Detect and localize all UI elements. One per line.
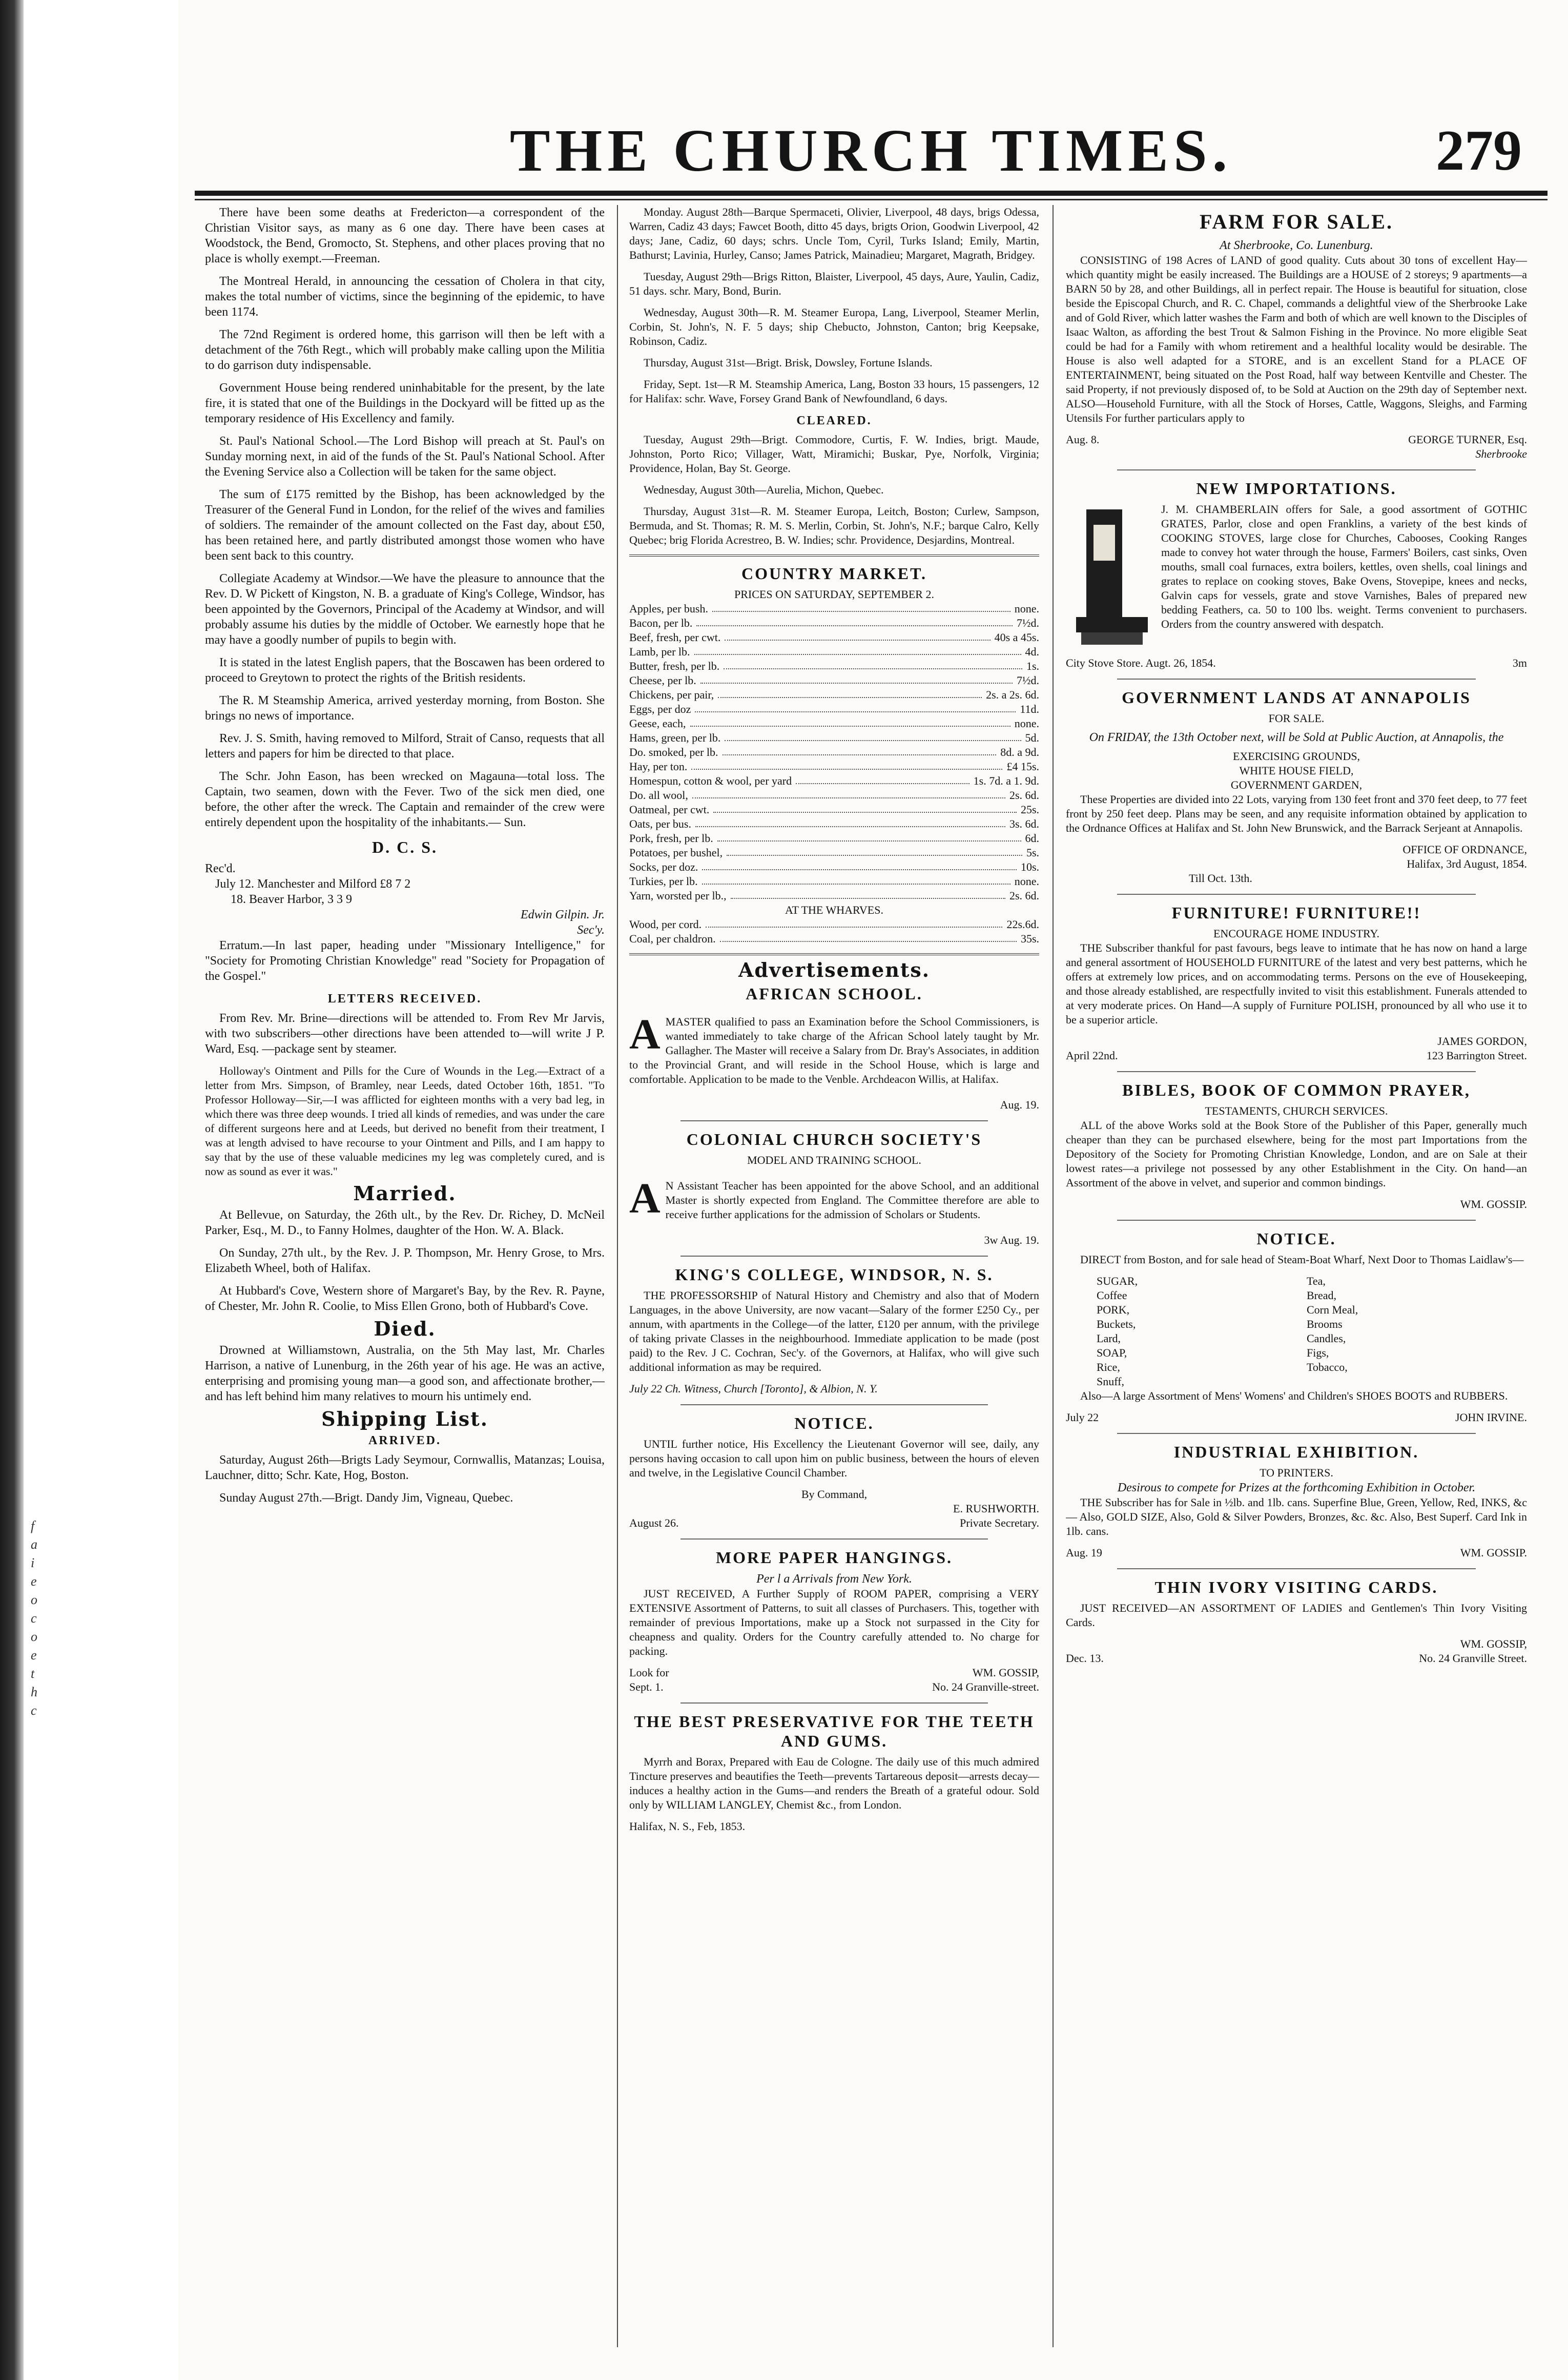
imports-heading: NEW IMPORTATIONS. bbox=[1196, 479, 1397, 498]
news-item: The Schr. John Eason, has been wrecked on Magauna—total loss. The Captain, two seamen, down with the Fever. Two of the sick men died, one before, the other after the wreck. The Captain and remainder of the crew were entirely dependent upon the hospitality of the inhabitants.— Sun. bbox=[205, 770, 605, 829]
dcs-row: July 12. Manchester and Milford £8 7 2 bbox=[215, 877, 411, 891]
dropcap: A bbox=[629, 1175, 661, 1222]
cards-footer bbox=[1066, 1651, 1527, 1666]
dcs-heading: D. C. S. bbox=[372, 838, 438, 856]
dot-leader bbox=[727, 846, 1022, 856]
shipping-heading: Shipping List. bbox=[321, 1407, 488, 1430]
market-price: 25s. bbox=[1020, 803, 1039, 816]
market-item: Beef, fresh, per cwt. bbox=[629, 631, 721, 644]
market-price: 11d. bbox=[1020, 703, 1039, 715]
market-item: Chickens, per pair, bbox=[629, 688, 714, 701]
dropcap: A bbox=[629, 1011, 661, 1058]
market-price: 22s.6d. bbox=[1006, 918, 1039, 931]
dot-leader bbox=[725, 731, 1021, 741]
goods-item: SUGAR, bbox=[1097, 1275, 1138, 1287]
hangings-ad: JUST RECEIVED, A Further Supply of ROOM PAPER, comprising a VERY EXTENSIVE Assortment of Patterns, to suit all classes of Purchasers. This, together with remainder of previous Importations, make up a Stock not surpassed in the City for cheapness and quality. Orders for the Country carefully attended to. No charge for packing. bbox=[629, 1587, 1039, 1657]
goods-list bbox=[1066, 1274, 1527, 1389]
market-item: Do. all wool, bbox=[629, 789, 688, 802]
market-price: 7½d. bbox=[1017, 674, 1039, 687]
goods-item: Tobacco, bbox=[1307, 1361, 1348, 1373]
hangings-look: Look for bbox=[629, 1666, 669, 1679]
dot-leader bbox=[717, 831, 1021, 842]
stove-illustration bbox=[1066, 504, 1153, 653]
market-item: Lamb, per lb. bbox=[629, 645, 690, 658]
market-row bbox=[629, 831, 1039, 846]
furniture-subheading: ENCOURAGE HOME INDUSTRY. bbox=[1213, 927, 1380, 940]
dcs-row: 18. Beaver Harbor, 3 3 9 bbox=[231, 893, 352, 906]
margin-letter: h bbox=[31, 1685, 37, 1699]
market-price: 35s. bbox=[1020, 932, 1039, 945]
store-name: City Stove Store. Augt. 26, 1854. bbox=[1066, 656, 1216, 669]
dcs-signature-title: Sec'y. bbox=[577, 924, 605, 937]
market-row bbox=[629, 688, 1039, 702]
market-row bbox=[629, 630, 1039, 645]
section-rule bbox=[629, 555, 1039, 557]
market-item: Potatoes, per bushel, bbox=[629, 846, 723, 859]
market-item: Do. smoked, per lb. bbox=[629, 746, 718, 758]
ad-separator bbox=[680, 1538, 988, 1540]
news-item: The R. M Steamship America, arrived yesterday morning, from Boston. She brings no news of importance. bbox=[205, 694, 605, 723]
colonial-heading: COLONIAL CHURCH SOCIETY'S bbox=[686, 1130, 982, 1148]
news-item: The Montreal Herald, in announcing the cessation of Cholera in that city, makes the total number of victims, since the beginning of the epidemic, to have been 1174. bbox=[205, 275, 605, 319]
news-item: The sum of £175 remitted by the Bishop, has been acknowledged by the Treasurer of the General Fund in London, for the relief of the wives and families of soldiers. The remainder of the amount collected on the Fast day, about £50, has been retained here, and partly distributed amongst those women who have been sent back to this country. bbox=[205, 488, 605, 563]
market-heading: COUNTRY MARKET. bbox=[741, 564, 927, 583]
market-price: 5d. bbox=[1025, 731, 1039, 744]
market-price: 1s. bbox=[1026, 660, 1039, 672]
goods-item: Corn Meal, bbox=[1307, 1303, 1358, 1316]
bibles-ad: ALL of the above Works sold at the Book Store of the Publisher of this Paper, generally much cheaper than they can be purchased elsewhere, being for the most part Importations from the Depository of the Society for Promoting Christian Knowledge, London, and are on Sale at their lowest rates—a privilege not possessed by any other Establishment in the City. On hand—an Assortment of the above in velvet, and superior and common bindings. bbox=[1066, 1119, 1527, 1189]
shipping-item: Tuesday, August 29th—Brigs Ritton, Blaister, Liverpool, 45 days, Aure, Yaulin, Cadiz, 51 days. schr. Mary, Bond, Burin. bbox=[629, 270, 1039, 297]
notice-heading: NOTICE. bbox=[794, 1414, 874, 1432]
market-item: Apples, per bush. bbox=[629, 602, 708, 615]
dot-leader bbox=[700, 673, 1013, 684]
market-price: 2s. a 2s. 6d. bbox=[986, 688, 1039, 701]
market-item: Hay, per ton. bbox=[629, 760, 688, 773]
news-item: Collegiate Academy at Windsor.—We have the pleasure to announce that the Rev. D. W Pickett of Kingston, N. B. a graduate of King's College, Windsor, has been appointed by the Governors, Principal of the Academy at Windsor, and will probably assume his duties by the middle of October. We earnestly hope that he may have a goodly number of pupils to begin with. bbox=[205, 572, 605, 647]
colonial-subheading: MODEL AND TRAINING SCHOOL. bbox=[747, 1154, 921, 1166]
govt-lands-heading: GOVERNMENT LANDS AT ANNAPOLIS bbox=[1122, 688, 1471, 707]
dot-leader bbox=[695, 702, 1016, 712]
shipping-item: Wednesday, August 30th—R. M. Steamer Europa, Lang, Liverpool, Steamer Merlin, Corbin, St. John's, N. F. 5 days; ship Chebucto, Johnston, Canton; brig Keepsake, Robinson, Cadiz. bbox=[629, 306, 1039, 347]
market-price: none. bbox=[1014, 717, 1039, 730]
hangings-footer bbox=[629, 1680, 1039, 1694]
market-item: Cheese, per lb. bbox=[629, 674, 696, 687]
market-row bbox=[629, 803, 1039, 817]
market-row bbox=[629, 731, 1039, 745]
margin-letter: f bbox=[31, 1519, 35, 1533]
column-3 bbox=[1066, 205, 1527, 2347]
column-1 bbox=[205, 205, 605, 2347]
bibles-subheading: TESTAMENTS, CHURCH SERVICES. bbox=[1205, 1104, 1388, 1117]
notice2-signature: JOHN IRVINE. bbox=[1455, 1411, 1527, 1424]
market-date: PRICES ON SATURDAY, SEPTEMBER 2. bbox=[734, 588, 934, 601]
dot-leader bbox=[720, 932, 1017, 942]
notice2-intro: DIRECT from Boston, and for sale head of Steam-Boat Wharf, Next Door to Thomas Laidlaw's— bbox=[1080, 1253, 1524, 1266]
market-item: Hams, green, per lb. bbox=[629, 731, 721, 744]
farm-signature: GEORGE TURNER, Esq. bbox=[1408, 433, 1527, 446]
letters-heading: LETTERS RECEIVED. bbox=[327, 992, 482, 1006]
ad-text: MASTER qualified to pass an Examination before the School Commissioners, is wanted immediately to take charge of the African School lately taught by Mr. Gallagher. The Master will receive a Salary from Dr. Bray's Associates, in addition to the Provincial Grant, and will reside in the School House, which is large and comfortable. Application to be made to the Venble. Archdeacon Willis, at Halifax. bbox=[629, 1015, 1039, 1085]
market-price: 5s. bbox=[1026, 846, 1039, 859]
market-price: 40s a 45s. bbox=[994, 631, 1039, 644]
dot-leader bbox=[706, 917, 1002, 928]
dot-leader bbox=[712, 602, 1010, 612]
goods-item: Coffee bbox=[1097, 1289, 1127, 1302]
ad-date: July 22 bbox=[1066, 1411, 1099, 1424]
notice-role: Private Secretary. bbox=[960, 1516, 1039, 1529]
govt-lot: WHITE HOUSE FIELD, bbox=[1239, 764, 1354, 777]
dot-leader bbox=[713, 803, 1017, 813]
goods-item: Rice, bbox=[1097, 1361, 1120, 1373]
margin-letter: c bbox=[31, 1611, 37, 1626]
cards-ad: JUST RECEIVED—AN ASSORTMENT OF LADIES and Gentlemen's Thin Ivory Visiting Cards. bbox=[1066, 1602, 1527, 1629]
market-row bbox=[629, 645, 1039, 659]
farm-ad: CONSISTING of 198 Acres of LAND of good quality. Cuts about 30 tons of excellent Hay—which quantity might be easily increased. The Buildings are a HOUSE of 2 storeys; 9 apartments—a BARN 50 by 28, and other Buildings, all in perfect repair. The House is beautiful for situation, close beside the Episcopal Church, and R. C. Chapel, commands a delightful view of the Sherbrooke Lake and of Gold River, which latter washes the Farm and both of which are well known to the Disciples of Isaac Walton, as affording the best Trout & Salmon Fishing in the Province. No more eligible Seat could be had for a Family with whom retirement and a healthful locality would be desirable. The House is also well adapted for a STORE, and is an excellent Stand for a PLACE OF ENTERTAINMENT, being situated on the Post Road, half way between Kentville and Chester. The said Property, if not previously disposed of, to be Sold at Auction on the 29th day of September next. ALSO—Household Furniture, with all the Stock of Horses, Cattle, Waggons, Sleighs, and Farming Utensils For further particulars apply to bbox=[1066, 254, 1527, 424]
died-item: Drowned at Williamstown, Australia, on the 5th May last, Mr. Charles Harrison, a native of Lunenburg, in the 26th year of his age. He was an active, enterprising and promising young man—a good son, and affectionate brother,—and has left behind him many relatives to mourn his untimely end. bbox=[205, 1344, 605, 1403]
market-row bbox=[629, 602, 1039, 616]
furniture-footer bbox=[1066, 1049, 1527, 1063]
african-school-ad bbox=[629, 1011, 1039, 1086]
exhibition-tagline: Desirous to compete for Prizes at the forthcoming Exhibition in October. bbox=[1117, 1481, 1476, 1494]
ad-date: Aug. 19. bbox=[1000, 1098, 1039, 1111]
market-price: 4d. bbox=[1025, 645, 1039, 658]
goods-item: Buckets, bbox=[1097, 1318, 1136, 1330]
column-divider bbox=[617, 205, 618, 2347]
ad-separator bbox=[1117, 469, 1476, 470]
imports-footer bbox=[1066, 656, 1527, 670]
died-heading: Died. bbox=[374, 1317, 436, 1340]
market-table bbox=[629, 602, 1039, 903]
scan-binding-edge bbox=[0, 0, 24, 2380]
market-row bbox=[629, 745, 1039, 760]
market-row bbox=[629, 932, 1039, 946]
ad-date: Halifax, 3rd August, 1854. bbox=[1407, 857, 1527, 870]
market-row bbox=[629, 774, 1039, 788]
wharves-heading: AT THE WHARVES. bbox=[785, 904, 883, 916]
cleared-item: Tuesday, August 29th—Brigt. Commodore, Curtis, F. W. Indies, brigt. Maude, Johnston, Porto Rico; Villager, Watt, Miramichi; Buskar, Pye, Norfolk, Virginia; Providence, Holan, Bay St. George. bbox=[629, 433, 1039, 475]
cleared-item: Thursday, August 31st—R. M. Steamer Europa, Leitch, Boston; Curlew, Sampson, Bermuda, and St. Thomas; R. M. S. Merlin, Corbin, St. John's, N.F.; barque Calro, Kelly Quebec; brig Florida Acrestreo, B. W. Indies; schr. Providence, Desjardins, Montreal. bbox=[629, 505, 1039, 546]
margin-letter: o bbox=[31, 1629, 37, 1644]
market-price: 10s. bbox=[1020, 860, 1039, 873]
arrived-item: Saturday, August 26th—Brigts Lady Seymour, Cornwallis, Matanzas; Louisa, Lauchner, ditto; Schr. Kate, Hog, Boston. bbox=[205, 1453, 605, 1482]
dot-leader bbox=[694, 645, 1021, 655]
ad-separator bbox=[680, 1256, 988, 1257]
ad-date: July 22 Ch. Witness, Church [Toronto], & Albion, N. Y. bbox=[629, 1382, 878, 1395]
cards-address: No. 24 Granville Street. bbox=[1419, 1652, 1527, 1665]
dot-leader bbox=[690, 716, 1010, 727]
market-price: 2s. 6d. bbox=[1009, 889, 1039, 902]
column-divider bbox=[1053, 205, 1054, 2347]
news-item: There have been some deaths at Fredericton—a correspondent of the Christian Visitor says, as many as 6 one day. There have been cases at Woodstock, the Bend, Gromocto, St. Stephens, and other places proving that no place is wholly exempt.—Freeman. bbox=[205, 206, 605, 265]
notice2-ad: Also—A large Assortment of Mens' Womens' and Children's SHOES BOOTS and RUBBERS. bbox=[1080, 1389, 1508, 1402]
dot-leader bbox=[692, 788, 1005, 798]
left-margin bbox=[25, 0, 178, 2380]
dot-leader bbox=[702, 874, 1010, 885]
dot-leader bbox=[796, 774, 969, 784]
goods-item: Lard, bbox=[1097, 1332, 1121, 1345]
notice-signature: E. RUSHWORTH. bbox=[953, 1502, 1039, 1515]
ad-separator bbox=[680, 1702, 988, 1704]
exhibition-heading: INDUSTRIAL EXHIBITION. bbox=[1173, 1443, 1419, 1461]
market-row bbox=[629, 817, 1039, 831]
dcs-signature: Edwin Gilpin. Jr. bbox=[520, 908, 605, 921]
goods-item: SOAP, bbox=[1097, 1346, 1127, 1359]
imports-text: J. M. CHAMBERLAIN offers for Sale, a good assortment of GOTHIC GRATES, Parlor, close and open Franklins, a variety of the best kinds of COOKING STOVES, large close for Churches, Cabooses, Cooking Ranges made to convey hot water through the house, Farmers' Boilers, cast sinks, Oven mouths, small coal furnaces, extra boilers, kettles, oven shells, coal linings and grates to replace on cooking stoves, Bake Ovens, Stovepipe, knees and necks, Galvin caps for vessels, grate and stove Varnishes, Bales of prepared new bedding Feathers, ca. 50 to 100 lbs. weight. Terms convenient to purchasers. Orders from the country answered with despatch. bbox=[1161, 503, 1527, 630]
bibles-signature: WM. GOSSIP. bbox=[1460, 1198, 1527, 1210]
stove-step bbox=[1081, 632, 1143, 645]
market-item: Geese, each, bbox=[629, 717, 686, 730]
ad-separator bbox=[680, 1404, 988, 1405]
news-item: It is stated in the latest English papers, that the Boscawen has been ordered to proceed to Greytown to protect the rights of the British residents. bbox=[205, 656, 605, 685]
ad-separator bbox=[1117, 1568, 1476, 1569]
market-row bbox=[629, 659, 1039, 673]
ad-separator bbox=[1117, 1071, 1476, 1072]
margin-letter: i bbox=[31, 1555, 35, 1570]
ad-separator bbox=[1117, 679, 1476, 680]
govt-office: OFFICE OF ORDNANCE, bbox=[1402, 843, 1527, 856]
hangings-subheading: Per l a Arrivals from New York. bbox=[756, 1572, 912, 1586]
market-price: 7½d. bbox=[1017, 617, 1039, 629]
hangings-heading: MORE PAPER HANGINGS. bbox=[715, 1548, 953, 1567]
column-2 bbox=[629, 205, 1039, 2347]
dot-leader bbox=[718, 688, 982, 698]
market-item: Wood, per cord. bbox=[629, 918, 702, 931]
exhibition-signature: WM. GOSSIP. bbox=[1460, 1546, 1527, 1559]
married-heading: Married. bbox=[353, 1182, 457, 1205]
arrived-heading: ARRIVED. bbox=[368, 1434, 441, 1447]
teeth-heading: THE BEST PRESERVATIVE FOR THE TEETH AND GUMS. bbox=[634, 1712, 1035, 1750]
market-row bbox=[629, 846, 1039, 860]
imports-ad bbox=[1066, 502, 1527, 631]
shipping-item: Monday. August 28th—Barque Spermaceti, Olivier, Liverpool, 48 days, brigs Odessa, Warren, Cadiz 43 days; Fawcet Booth, ditto 45 days, brigts Orion, Goodwin Liverpool, 42 days; Jane, Cadiz, 60 days; schrs. Uncle Tom, Cyril, Turks Island; Emily, Martin, Bathurst; Lavinia, Hurley, Canso; James Patrick, Mainadieu; Margaret, Magrath, Bridgey. bbox=[629, 206, 1039, 261]
teeth-ad: Myrrh and Borax, Prepared with Eau de Cologne. The daily use of this much admired Tincture preserves and beautifies the Teeth—prevents Tartareous deposit—arrests decay—induces a healthy action in the Gums—and renders the Breath of a grateful odour. Sold only by WILLIAM LANGLEY, Chemist &c., from London. bbox=[629, 1755, 1039, 1811]
notice-footer bbox=[629, 1516, 1039, 1530]
market-item: Yarn, worsted per lb., bbox=[629, 889, 727, 902]
farm-place: Sherbrooke bbox=[1475, 447, 1527, 460]
african-school-heading: AFRICAN SCHOOL. bbox=[746, 984, 923, 1003]
married-item: On Sunday, 27th ult., by the Rev. J. P. Thompson, Mr. Henry Grose, to Mrs. Elizabeth Wheel, both of Halifax. bbox=[205, 1246, 605, 1275]
market-item: Pork, fresh, per lb. bbox=[629, 832, 713, 845]
margin-letter: e bbox=[31, 1648, 37, 1663]
dot-leader bbox=[724, 659, 1022, 669]
margin-letter: c bbox=[31, 1703, 37, 1718]
market-item: Butter, fresh, per lb. bbox=[629, 660, 720, 672]
furniture-heading: FURNITURE! FURNITURE!! bbox=[1171, 904, 1421, 922]
goods-item: Brooms bbox=[1307, 1318, 1343, 1330]
market-price: 2s. 6d. bbox=[1009, 789, 1039, 802]
market-row bbox=[629, 673, 1039, 688]
exhibition-ad: THE Subscriber has for Sale in ½lb. and 1lb. cans. Superfine Blue, Green, Yellow, Red, INKS, &c— Also, GOLD SIZE, Also, Gold & Silver Powders, Bronzes, &c. &c. Also, Best Superf. Card Ink in 1lb. cans. bbox=[1066, 1496, 1527, 1537]
ad-date: 3w Aug. 19. bbox=[984, 1234, 1039, 1246]
govt-lot: GOVERNMENT GARDEN, bbox=[1230, 778, 1363, 791]
notice-ad: UNTIL further notice, His Excellency the Lieutenant Governor will see, daily, any persons having occasion to call upon him on public business, between the hours of eleven and twelve, in the Legislative Council Chamber. bbox=[629, 1438, 1039, 1479]
market-row bbox=[629, 616, 1039, 630]
notice2-heading: NOTICE. bbox=[1256, 1229, 1336, 1248]
farm-subheading: At Sherbrooke, Co. Lunenburg. bbox=[1220, 239, 1373, 252]
shipping-item: Friday, Sept. 1st—R M. Steamship America, Lang, Boston 33 hours, 15 passengers, 12 for Halifax: schr. Wave, Forsey Grand Bank of Newfoundland, 6 days. bbox=[629, 378, 1039, 405]
goods-item: Tea, bbox=[1307, 1275, 1326, 1287]
govt-lands-subheading: FOR SALE. bbox=[1268, 712, 1325, 725]
newspaper-title: THE CHURCH TIMES. bbox=[509, 117, 1233, 184]
married-item: At Bellevue, on Saturday, the 26th ult., by the Rev. Dr. Richey, D. McNeil Parker, Esq., M. D., to Fanny Holmes, daughter of the Hon. W. A. Black. bbox=[205, 1208, 605, 1237]
hangings-footer bbox=[629, 1666, 1039, 1680]
wharves-table bbox=[629, 917, 1039, 946]
market-price: none. bbox=[1014, 875, 1039, 888]
ad-term: 3m bbox=[1512, 656, 1527, 669]
ad-separator bbox=[1117, 894, 1476, 895]
dot-leader bbox=[725, 630, 990, 641]
dot-leader bbox=[723, 745, 997, 755]
notice-by: By Command, bbox=[801, 1488, 868, 1501]
ad-date: April 22nd. bbox=[1066, 1049, 1118, 1062]
govt-lands-ad: These Properties are divided into 22 Lots, varying from 130 feet front and 370 feet deep, to 77 feet front by 250 feet deep. Plans may be seen, and any requisite information obtained by application to the Ordnance Offices at Halifax and St. John New Brunswick, and the Barrack Serjeant at Annapolis. bbox=[1066, 793, 1527, 834]
arrived-item: Sunday August 27th.—Brigt. Dandy Jim, Vigneau, Quebec. bbox=[219, 1491, 513, 1505]
margin-letter: t bbox=[31, 1666, 35, 1681]
ad-separator bbox=[680, 1120, 988, 1121]
market-item: Eggs, per doz bbox=[629, 703, 691, 715]
stove-base bbox=[1076, 617, 1148, 632]
kings-college-heading: KING'S COLLEGE, WINDSOR, N. S. bbox=[675, 1265, 994, 1284]
cleared-item: Wednesday, August 30th—Aurelia, Michon, Quebec. bbox=[644, 483, 884, 496]
market-row bbox=[629, 760, 1039, 774]
ad-date: Halifax, N. S., Feb, 1853. bbox=[629, 1820, 746, 1833]
goods-item: PORK, bbox=[1097, 1303, 1130, 1316]
page-number: 279 bbox=[1436, 119, 1522, 182]
goods-item: Figs, bbox=[1307, 1346, 1329, 1359]
header-rule-thin bbox=[195, 199, 1548, 200]
notice2-footer bbox=[1066, 1410, 1527, 1425]
market-price: none. bbox=[1014, 602, 1039, 615]
letters-list: From Rev. Mr. Brine—directions will be attended to. From Rev Mr Jarvis, with two subscribers—other directions have been attended to—will write J P. Ward, Esq. —package sent by steamer. bbox=[205, 1012, 605, 1056]
market-price: 6d. bbox=[1025, 832, 1039, 845]
news-item: Rev. J. S. Smith, having removed to Milford, Strait of Canso, requests that all letters and papers for him be directed to that place. bbox=[205, 732, 605, 761]
stove-door bbox=[1094, 525, 1115, 561]
ad-date: Dec. 13. bbox=[1066, 1652, 1104, 1665]
cleared-heading: CLEARED. bbox=[796, 414, 872, 427]
market-item: Bacon, per lb. bbox=[629, 617, 693, 629]
market-price: 1s. 7d. a 1. 9d. bbox=[973, 774, 1039, 787]
ad-separator bbox=[1117, 1433, 1476, 1434]
news-item: St. Paul's National School.—The Lord Bishop will preach at St. Paul's on Sunday morning next, in aid of the funds of the St. Paul's National School. After the Evening Service also a Collection will be taken for the same object. bbox=[205, 435, 605, 479]
goods-right bbox=[1307, 1274, 1496, 1389]
bibles-heading: BIBLES, BOOK OF COMMON PRAYER, bbox=[1122, 1081, 1471, 1099]
market-row bbox=[629, 716, 1039, 731]
market-item: Homespun, cotton & wool, per yard bbox=[629, 774, 792, 787]
market-price: 8d. a 9d. bbox=[1000, 746, 1039, 758]
farm-footer bbox=[1066, 433, 1527, 447]
cards-heading: THIN IVORY VISITING CARDS. bbox=[1154, 1578, 1438, 1596]
market-item: Socks, per doz. bbox=[629, 860, 698, 873]
shipping-item: Thursday, August 31st—Brigt. Brisk, Dowsley, Fortune Islands. bbox=[644, 356, 933, 369]
goods-item: Bread, bbox=[1307, 1289, 1337, 1302]
dot-leader bbox=[691, 760, 1002, 770]
margin-fragments bbox=[31, 1517, 51, 1720]
dot-leader bbox=[695, 817, 1005, 827]
dot-leader bbox=[731, 889, 1005, 899]
kings-college-ad: THE PROFESSORSHIP of Natural History and Chemistry and also that of Modern Languages, in the above University, are now vacant—Salary of the former £250 Cy., per annum, with apartments in the College—of the latter, £120 per annum, with the privilege of taking private Classes in the neighbourhood. Immediate application to be made (post paid) to the Rev. J C. Cochran, Sec'y. of the Governors, at Halifax, who will give such additional information as may be required. bbox=[629, 1289, 1039, 1373]
market-item: Oatmeal, per cwt. bbox=[629, 803, 710, 816]
colonial-ad bbox=[629, 1175, 1039, 1222]
advertisements-heading: Advertisements. bbox=[738, 958, 931, 981]
market-row bbox=[629, 874, 1039, 889]
market-price: £4 15s. bbox=[1006, 760, 1039, 773]
ad-date: August 26. bbox=[629, 1516, 679, 1529]
cards-signature: WM. GOSSIP, bbox=[1460, 1637, 1527, 1650]
market-row bbox=[629, 917, 1039, 932]
ad-date: Aug. 19 bbox=[1066, 1546, 1102, 1559]
market-row bbox=[629, 702, 1039, 716]
market-row bbox=[629, 860, 1039, 874]
ad-text: N Assistant Teacher has been appointed for the above School, and an additional Master is shortly expected from England. The Committee therefore are able to receive further applications for the admission of Scholars or Students. bbox=[665, 1179, 1039, 1221]
goods-item: Candles, bbox=[1307, 1332, 1346, 1345]
ad-date: Aug. 8. bbox=[1066, 433, 1100, 446]
govt-lot: EXERCISING GROUNDS, bbox=[1232, 750, 1360, 763]
erratum: Erratum.—In last paper, heading under "Missionary Intelligence," for "Society for Promoting Christian Knowledge" read "Society for Propagation of the Gospel." bbox=[205, 939, 605, 983]
goods-item: Snuff, bbox=[1097, 1375, 1124, 1388]
market-item: Coal, per chaldron. bbox=[629, 932, 716, 945]
dot-leader bbox=[696, 616, 1013, 626]
furniture-address: 123 Barrington Street. bbox=[1426, 1049, 1527, 1062]
holloway-notice: Holloway's Ointment and Pills for the Cure of Wounds in the Leg.—Extract of a letter from Mrs. Simpson, of Bramley, near Leeds, dated October 16th, 1851. "To Professor Holloway—Sir,—I was afflicted for eighteen months with a very bad leg, in which there was three deep wounds. I tried all kinds of remedies, and was under the care of different surgeons here and at Leeds, but derived no benefit from their treatment, I was at length advised to have recourse to your Ointment and Pills, and I am happy to say that by the use of these valuable medicines my leg was completely cured, and is now as sound as ever it was." bbox=[205, 1064, 605, 1178]
furniture-signature: JAMES GORDON, bbox=[1437, 1035, 1527, 1048]
section-rule bbox=[629, 953, 1039, 955]
margin-letter: o bbox=[31, 1592, 37, 1607]
margin-letter: e bbox=[31, 1574, 37, 1589]
farm-heading: FARM FOR SALE. bbox=[1200, 210, 1393, 233]
exhibition-subheading: TO PRINTERS. bbox=[1260, 1466, 1333, 1479]
govt-lands-intro: On FRIDAY, the 13th October next, will be Sold at Public Auction, at Annapolis, the bbox=[1089, 731, 1504, 744]
ad-term: Till Oct. 13th. bbox=[1189, 872, 1252, 885]
ad-separator bbox=[1117, 1220, 1476, 1221]
market-item: Turkies, per lb. bbox=[629, 875, 698, 888]
news-item: The 72nd Regiment is ordered home, this garrison will then be left with a detachment of the 76th Regt., which will probably make calling upon the Militia to do garrison duty indispensable. bbox=[205, 328, 605, 372]
header-rule bbox=[195, 191, 1548, 196]
dcs-received-label: Rec'd. bbox=[205, 862, 236, 875]
furniture-ad: THE Subscriber thankful for past favours, begs leave to intimate that he has now on hand a large and general assortment of HOUSEHOLD FURNITURE of the latest and very best patterns, which he offers at extremely low prices, and on accommodating terms. Persons on the eve of Housekeeping, and those already established, are respectfully invited to visit this establishment. Funerals attended to at very moderate prices. On Hand—A supply of Furniture POLISH, pronounced by all who use it to be a superior article. bbox=[1066, 941, 1527, 1026]
hangings-address: No. 24 Granville-street. bbox=[932, 1680, 1039, 1693]
market-row bbox=[629, 788, 1039, 803]
dot-leader bbox=[702, 860, 1017, 870]
goods-left bbox=[1097, 1274, 1286, 1389]
masthead bbox=[195, 108, 1537, 195]
hangings-signature: WM. GOSSIP, bbox=[972, 1666, 1039, 1679]
margin-letter: a bbox=[31, 1537, 37, 1552]
market-row bbox=[629, 889, 1039, 903]
market-price: 3s. 6d. bbox=[1009, 817, 1039, 830]
married-item: At Hubbard's Cove, Western shore of Margaret's Bay, by the Rev. R. Payne, of Chester, Mr. John R. Coolie, to Miss Ellen Grono, both of Hubbard's Cove. bbox=[205, 1284, 605, 1313]
exhibition-footer bbox=[1066, 1546, 1527, 1560]
market-item: Oats, per bus. bbox=[629, 817, 691, 830]
news-item: Government House being rendered uninhabitable for the present, by the late fire, it is stated that one of the Buildings in the Dockyard will be fitted up as the temporary residence of His Excellency and family. bbox=[205, 381, 605, 425]
ad-date: Sept. 1. bbox=[629, 1680, 664, 1693]
